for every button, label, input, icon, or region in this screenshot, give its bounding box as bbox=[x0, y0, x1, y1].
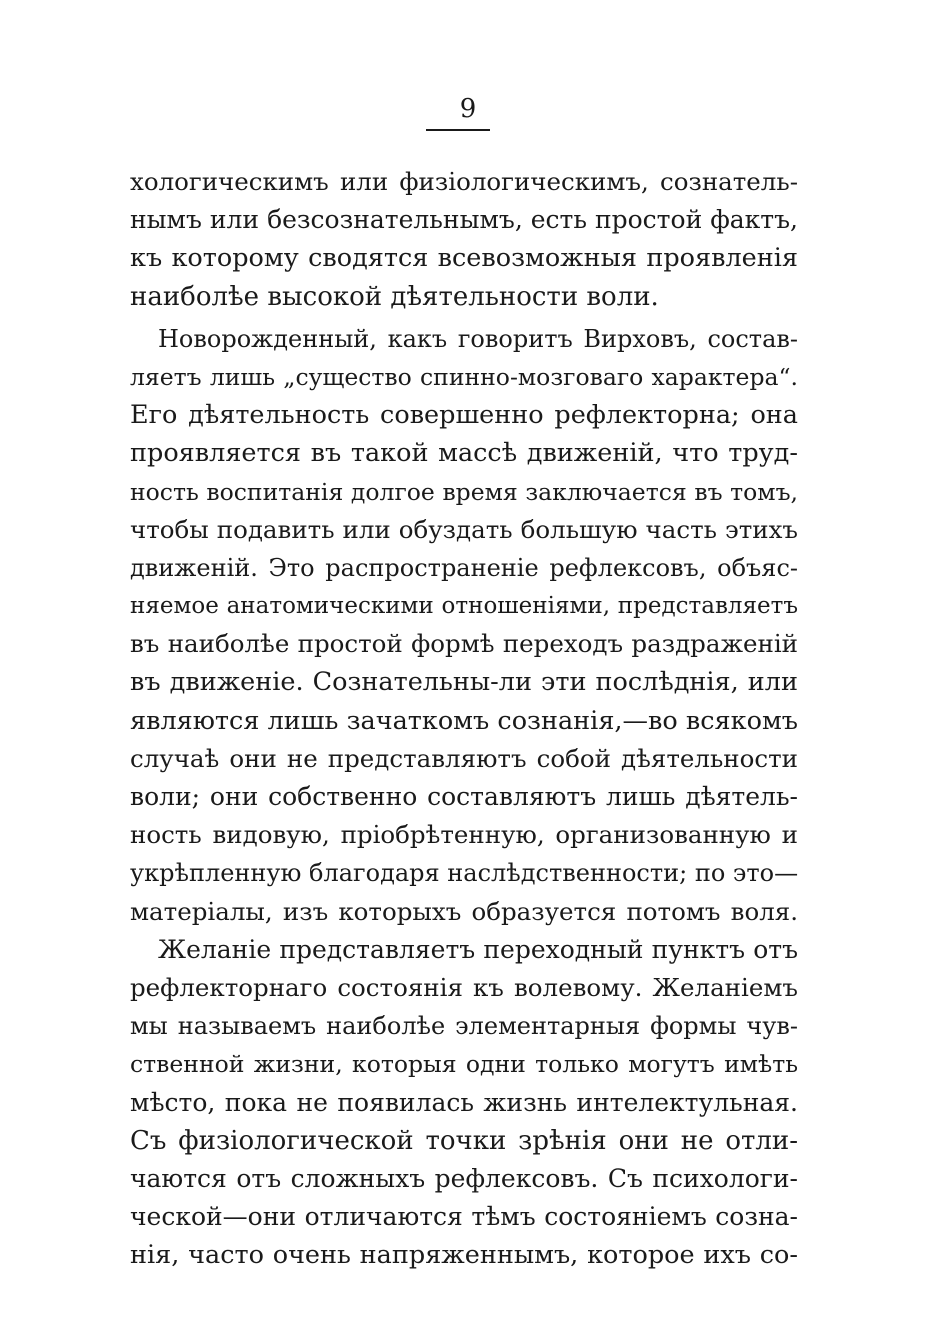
text-line: нымъ или безсознательнымъ, есть простой фактъ, bbox=[130, 205, 798, 235]
text-line: нія, часто очень напряженнымъ, которое ихъ со- bbox=[130, 1240, 798, 1271]
text-line: Съ физіологической точки зрѣнія они не отли- bbox=[130, 1125, 798, 1156]
text-line: ческой—они отличаются тѣмъ состояніемъ созна- bbox=[130, 1202, 798, 1232]
text-line: въ движеніе. Сознательны-ли эти послѣднія, или bbox=[130, 667, 798, 698]
text-line: къ которому сводятся всевозможныя проявленія bbox=[130, 243, 798, 274]
text-line: чаются отъ сложныхъ рефлексовъ. Съ психологи- bbox=[130, 1163, 798, 1193]
text-line: воли; они собственно составляютъ лишь дѣятель- bbox=[130, 782, 798, 811]
text-line: мы называемъ наиболѣе элементарныя формы чув- bbox=[130, 1012, 798, 1041]
text-line: няемое анатомическими отношеніями, представляетъ bbox=[130, 593, 798, 620]
text-line: въ наиболѣе простой формѣ переходъ раздраженій bbox=[130, 629, 798, 659]
text-line: хологическимъ или физіологическимъ, сознатель- bbox=[130, 167, 798, 196]
paragraph-start-line: Новорожденный, какъ говоритъ Вирховъ, состав- bbox=[158, 324, 798, 353]
text-line: ственной жизни, которыя одни только могутъ имѣть bbox=[130, 1050, 798, 1079]
text-line: ность воспитанія долгое время заключается въ томъ, bbox=[130, 477, 798, 506]
text-line: наиболѣе высокой дѣятельности воли. bbox=[130, 281, 659, 312]
text-line: рефлекторнаго состоянія къ волевому. Желаніемъ bbox=[130, 972, 798, 1002]
page-number-rule bbox=[426, 129, 490, 131]
text-line: являются лишь зачаткомъ сознанія,—во всякомъ bbox=[130, 705, 798, 736]
text-line: движеній. Это распространеніе рефлексовъ, объяс- bbox=[130, 553, 798, 582]
text-line: матеріалы, изъ которыхъ образуется потомъ воля. bbox=[130, 896, 798, 926]
text-line: проявляется въ такой массѣ движеній, что труд- bbox=[130, 438, 798, 469]
text-line: ляетъ лишь „существо спинно-мозговаго характера“. bbox=[130, 362, 798, 391]
text-line: Его дѣятельность совершенно рефлекторна; она bbox=[130, 400, 798, 431]
text-line: ность видовую, пріобрѣтенную, организованную и bbox=[130, 820, 798, 850]
text-line: мѣсто, пока не появилась жизнь интелектульная. bbox=[130, 1087, 798, 1117]
text-line: укрѣпленную благодаря наслѣдственности; по это— bbox=[130, 859, 798, 888]
body-text bbox=[130, 163, 798, 1274]
text-line: чтобы подавить или обуздать большую часть этихъ bbox=[130, 514, 798, 544]
paragraph-start-line: Желаніе представляетъ переходный пунктъ отъ bbox=[158, 934, 798, 964]
page-number: 9 bbox=[459, 94, 477, 124]
text-line: случаѣ они не представляютъ собой дѣятельности bbox=[130, 743, 798, 773]
